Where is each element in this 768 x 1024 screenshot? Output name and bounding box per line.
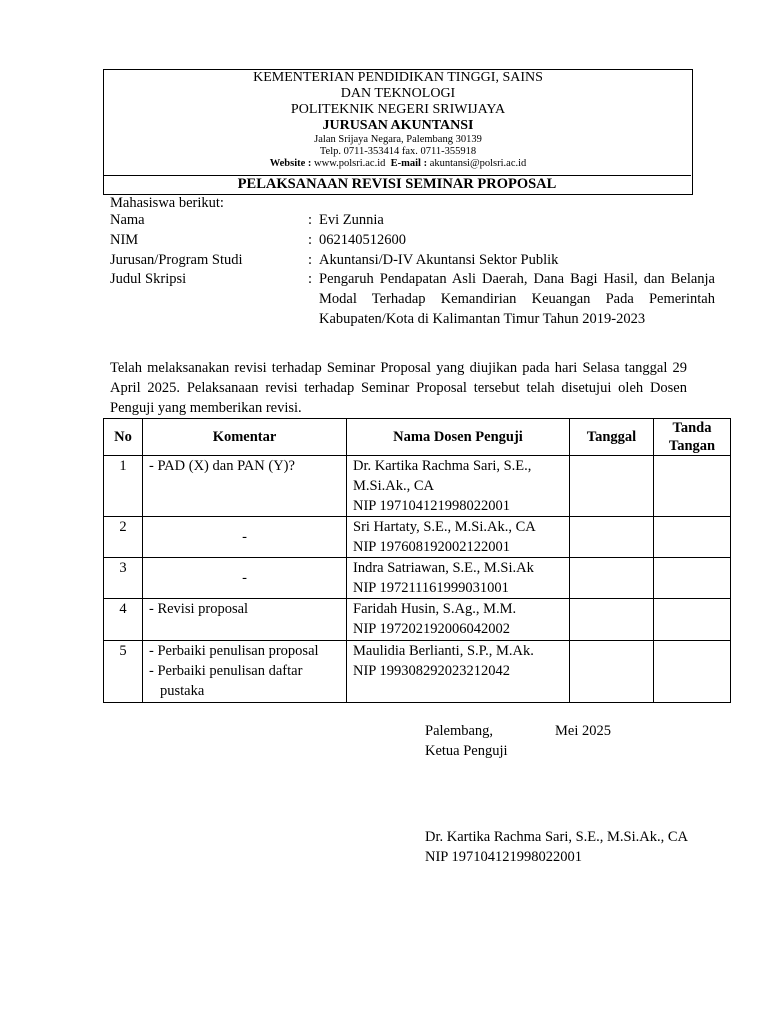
email-link[interactable]: akuntansi@polsri.ac.id [429,157,527,169]
signatory-nip: NIP 197104121998022001 [425,849,582,865]
intro-text: Mahasiswa berikut: [110,195,224,211]
nama-value: Evi Zunnia [319,212,384,228]
ministry-line-1: KEMENTERIAN PENDIDIKAN TINGGI, SAINS [253,70,543,85]
phone-fax: Telp. 0711-353414 fax. 0711-355918 [319,145,477,157]
prodi-value: Akuntansi/D-IV Akuntansi Sektor Publik [319,252,559,268]
revision-statement: Telah melaksanakan revisi terhadap Seminar Proposal yang diujikan pada hari Selasa tanggal 29 April 2025. Pelaksanaan revisi terhadap Seminar Proposal tersebut telah disetujui oleh Dosen Penguji yang memberikan revisi. [110,360,687,416]
row-tanggal [570,641,654,703]
nim-value: 062140512600 [319,232,406,248]
row-no: 3 [104,558,143,599]
department-name: JURUSAN AKUNTANSI [322,117,474,133]
table-header-row [104,419,731,456]
komentar-line: - PAD (X) dan PAN (Y)? [149,458,295,474]
dosen-nip: NIP 197104121998022001 [353,498,510,514]
row-komentar [143,641,347,703]
nim-label: NIM [110,232,139,248]
row-nama-dosen [347,558,570,599]
judul-value: Pengaruh Pendapatan Asli Daerah, Dana Bagi Hasil, dan Belanja Modal Terhadap Kemandirian Keuangan Pada Pemerintah Kabupaten/Kota di Kalimantan Timur Tahun 2019-2023 [319,271,715,327]
email-label: E-mail : [390,157,428,169]
dosen-name-line: Faridah Husin, S.Ag., M.M. [353,601,517,617]
row-no: 1 [104,456,143,517]
table-row [104,641,731,703]
dosen-name-line: Sri Hartaty, S.E., M.Si.Ak., CA [353,519,536,535]
header-tanda: Tanda [672,420,712,436]
komentar-line: - [242,529,247,545]
table-row [104,599,731,641]
row-tanggal [570,456,654,517]
website-label: Website : [269,157,312,169]
row-nama-dosen [347,517,570,558]
nama-colon: : [308,212,313,228]
dosen-name-line: Dr. Kartika Rachma Sari, S.E., [353,458,532,474]
contact-line [104,158,692,170]
header-tanda-tangan [654,419,731,456]
row-tanda-tangan [654,558,731,599]
signatory-name: Dr. Kartika Rachma Sari, S.E., M.Si.Ak., CA [425,829,688,845]
address: Jalan Srijaya Negara, Palembang 30139 [314,133,482,145]
signature-role: Ketua Penguji [425,743,508,759]
row-komentar [143,456,347,517]
komentar-line: - Revisi proposal [149,601,249,617]
table-row [104,558,731,599]
website-link[interactable]: www.polsri.ac.id [314,157,386,169]
row-tanda-tangan [654,517,731,558]
komentar-line: - Perbaiki penulisan proposal [149,643,319,659]
institution-name: POLITEKNIK NEGERI SRIWIJAYA [290,102,506,117]
row-tanggal [570,558,654,599]
row-komentar [143,558,347,599]
row-no: 4 [104,599,143,641]
judul-colon: : [308,271,313,287]
dosen-name-line: Maulidia Berlianti, S.P., M.Ak. [353,643,534,659]
nama-label: Nama [110,212,145,228]
header-nama-dosen: Nama Dosen Penguji [347,419,570,456]
row-komentar [143,599,347,641]
prodi-colon: : [308,252,313,268]
header-tanggal: Tanggal [570,419,654,456]
revision-table [103,418,731,703]
row-komentar [143,517,347,558]
nim-colon: : [308,232,313,248]
row-tanda-tangan [654,456,731,517]
dosen-name-line: M.Si.Ak., CA [353,478,434,494]
row-no: 2 [104,517,143,558]
komentar-line: - Perbaiki penulisan daftar [149,663,303,679]
dosen-nip: NIP 197202192006042002 [353,621,510,637]
dosen-name-line: Indra Satriawan, S.E., M.Si.Ak [353,560,534,576]
row-nama-dosen [347,599,570,641]
komentar-line: - [242,570,247,586]
header-komentar: Komentar [143,419,347,456]
dosen-nip: NIP 197608192002122001 [353,539,510,555]
ministry-line-2: DAN TEKNOLOGI [340,85,456,101]
signature-place: Palembang, [425,723,494,739]
dosen-nip: NIP 197211161999031001 [353,580,509,596]
header-tangan: Tangan [668,438,716,454]
dosen-nip: NIP 199308292023212042 [353,663,510,679]
row-nama-dosen [347,641,570,703]
row-no: 5 [104,641,143,703]
prodi-label: Jurusan/Program Studi [110,252,243,268]
signature-date: Mei 2025 [555,723,611,739]
komentar-line: pustaka [160,683,205,699]
header-no: No [104,419,143,456]
row-tanggal [570,517,654,558]
table-row [104,517,731,558]
row-tanda-tangan [654,641,731,703]
row-tanggal [570,599,654,641]
title-box [103,175,691,194]
table-row [104,456,731,517]
row-tanda-tangan [654,599,731,641]
row-nama-dosen [347,456,570,517]
document-title: PELAKSANAAN REVISI SEMINAR PROPOSAL [237,176,557,192]
judul-label: Judul Skripsi [110,271,187,287]
